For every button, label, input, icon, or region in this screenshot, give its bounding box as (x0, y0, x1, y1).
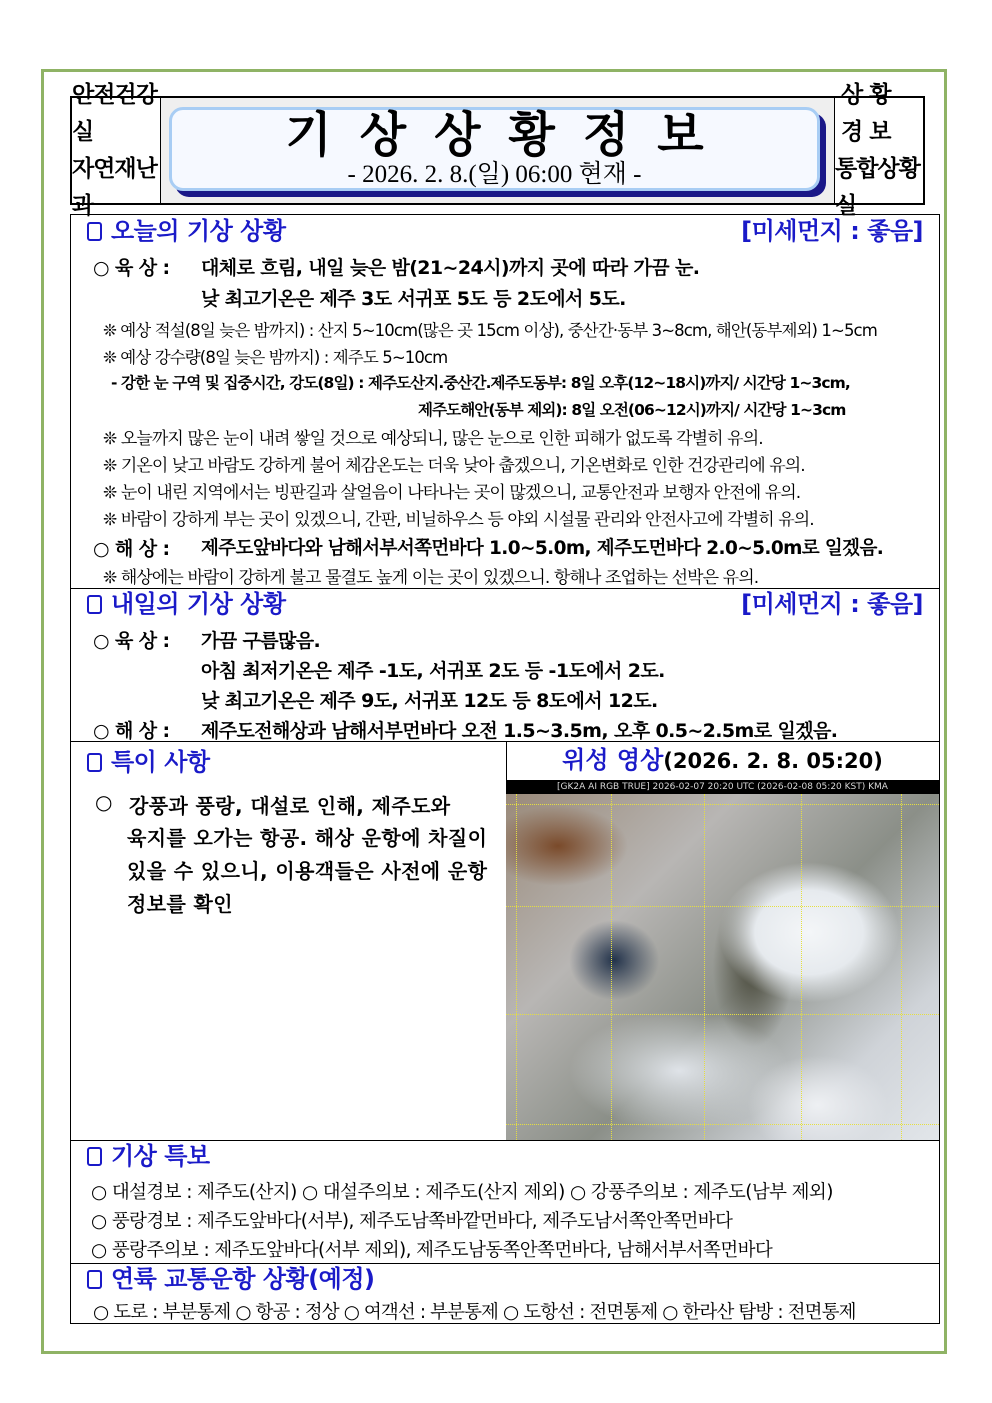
satellite-time: (2026. 2. 8. 05:20) (663, 749, 883, 773)
section-title: 연륙 교통운항 상황(예정) (111, 1265, 375, 1293)
special-line-1: 강풍과 풍랑, 대설로 인해, 제주도와 (129, 794, 451, 818)
special-line-4: 정보를 확인 (127, 892, 233, 916)
land-text-3: 낮 최고기온은 제주 9도, 서귀포 12도 등 8도에서 12도. (201, 690, 658, 712)
satellite-image (506, 780, 939, 1140)
section-title: 특이 사항 (111, 748, 210, 776)
issuing-office (834, 81, 923, 219)
special-line-2: 육지를 오가는 항공. 해상 운항에 차질이 (127, 826, 488, 850)
precip-forecast: ❊ 예상 강수량(8일 늦은 밤까지) : 제주도 5~10cm (103, 348, 448, 367)
weather-warnings-section (70, 1140, 940, 1264)
document-header (70, 81, 925, 219)
heavy-snow-area-1: - 강한 눈 구역 및 집중시간, 강도(8일) : 제주도산지.중산간.제주도동부: 8일 오후(12~18시)까지/ 시간당 1~3cm, (111, 374, 850, 392)
checkbox-icon (87, 753, 102, 772)
sea-note: ❊ 해상에는 바람이 강하게 불고 물결도 높게 이는 곳이 있겠으니. 항해나 조업하는 선박은 유의. (103, 568, 759, 588)
office-line-1: 상황경보 (841, 81, 898, 145)
land-label: ○ 육 상 : (93, 257, 170, 279)
land-text-1: 대체로 흐림, 내일 늦은 밤(21~24시)까지 곳에 따라 가끔 눈. (201, 257, 700, 279)
fine-dust-status: [미세먼지 : 좋음] (741, 217, 923, 245)
land-text-2: 낮 최고기온은 제주 3도 서귀포 5도 등 2도에서 5도. (201, 288, 626, 310)
note-2: ❊ 기온이 낮고 바람도 강하게 불어 체감온도는 더욱 낮아 춥겠으니, 기온변화로 인한 건강관리에 유의. (103, 456, 805, 476)
sea-label: ○ 해 상 : (93, 720, 170, 742)
satellite-map (506, 794, 939, 1140)
checkbox-icon (87, 1270, 102, 1289)
land-text-2: 아침 최저기온은 제주 -1도, 서귀포 2도 등 -1도에서 2도. (201, 660, 665, 682)
office-line-2: 통합상황실 (835, 155, 920, 219)
title-plate (169, 107, 820, 191)
department-line-2: 자연재난과 (72, 155, 157, 219)
section-title: 기상 특보 (111, 1142, 210, 1170)
bullet-circle: ○ (95, 790, 112, 814)
report-datetime: - 2026. 2. 8.(일) 06:00 현재 - (347, 161, 642, 188)
checkbox-icon (87, 1147, 102, 1166)
tomorrow-weather-section (70, 588, 940, 742)
note-4: ❊ 바람이 강하게 부는 곳이 있겠으니, 간판, 비닐하우스 등 야외 시설물 관리와 안전사고에 각별히 유의. (103, 510, 814, 530)
sea-text: 제주도전해상과 남해서부먼바다 오전 1.5~3.5m, 오후 0.5~2.5m로 일겠음. (201, 720, 838, 742)
title-area (161, 98, 834, 203)
section-header (71, 1264, 939, 1294)
warning-line-3: ○ 풍랑주의보 : 제주도앞바다(서부 제외), 제주도남동쪽안쪽먼바다, 남해서부서쪽먼바다 (91, 1240, 773, 1261)
warning-line-2: ○ 풍랑경보 : 제주도앞바다(서부), 제주도남쪽바깥먼바다, 제주도남서쪽안쪽먼바다 (91, 1211, 733, 1232)
sea-text: 제주도앞바다와 남해서부서쪽먼바다 1.0~5.0m, 제주도먼바다 2.0~5.0m로 일겠음. (201, 538, 884, 559)
section-title: 내일의 기상 상황 (111, 590, 286, 618)
section-header (71, 1141, 939, 1171)
land-label: ○ 육 상 : (93, 630, 170, 652)
department-line-1: 안전건강실 (72, 81, 157, 145)
sea-label: ○ 해 상 : (93, 538, 170, 560)
checkbox-icon (87, 595, 102, 614)
satellite-caption: [GK2A AI RGB TRUE] 2026-02-07 20:20 UTC (2026-02-08 05:20 KST) KMA (557, 782, 888, 792)
section-title: 오늘의 기상 상황 (111, 217, 286, 245)
fine-dust-status: [미세먼지 : 좋음] (741, 590, 923, 618)
section-header (71, 589, 939, 619)
land-text-1: 가끔 구름많음. (201, 630, 321, 652)
special-line-3: 있을 수 있으니, 이용객들은 사전에 운항 (127, 859, 488, 883)
checkbox-icon (87, 222, 102, 241)
snow-forecast: ❊ 예상 적설(8일 늦은 밤까지) : 산지 5~10cm(많은 곳 15cm 이상), 중산간·동부 3~8cm, 해안(동부제외) 1~5cm (103, 321, 877, 340)
traffic-status-line: ○ 도로 : 부분통제 ○ 항공 : 정상 ○ 여객선 : 부분통제 ○ 도항선 : 전면통제 ○ 한라산 탐방 : 전면통제 (93, 1302, 856, 1323)
heavy-snow-area-2: 제주도해안(동부 제외): 8일 오전(06~12시)까지/ 시간당 1~3cm (418, 401, 846, 419)
page-title: 기상상황정보 (285, 107, 732, 163)
satellite-title (506, 742, 939, 779)
traffic-status-section (70, 1263, 940, 1324)
issuing-department (72, 81, 161, 219)
warning-line-1: ○ 대설경보 : 제주도(산지) ○ 대설주의보 : 제주도(산지 제외) ○ 강풍주의보 : 제주도(남부 제외) (91, 1182, 833, 1203)
note-1: ❊ 오늘까지 많은 눈이 내려 쌓일 것으로 예상되니, 많은 눈으로 인한 피해가 없도록 각별히 유의. (103, 429, 763, 449)
satellite-label: 위성 영상 (562, 746, 664, 774)
note-3: ❊ 눈이 내린 지역에서는 빙판길과 살얼음이 나타나는 곳이 많겠으니, 교통안전과 보행자 안전에 유의. (103, 483, 801, 503)
today-weather-section (70, 214, 940, 589)
section-header (71, 216, 939, 246)
